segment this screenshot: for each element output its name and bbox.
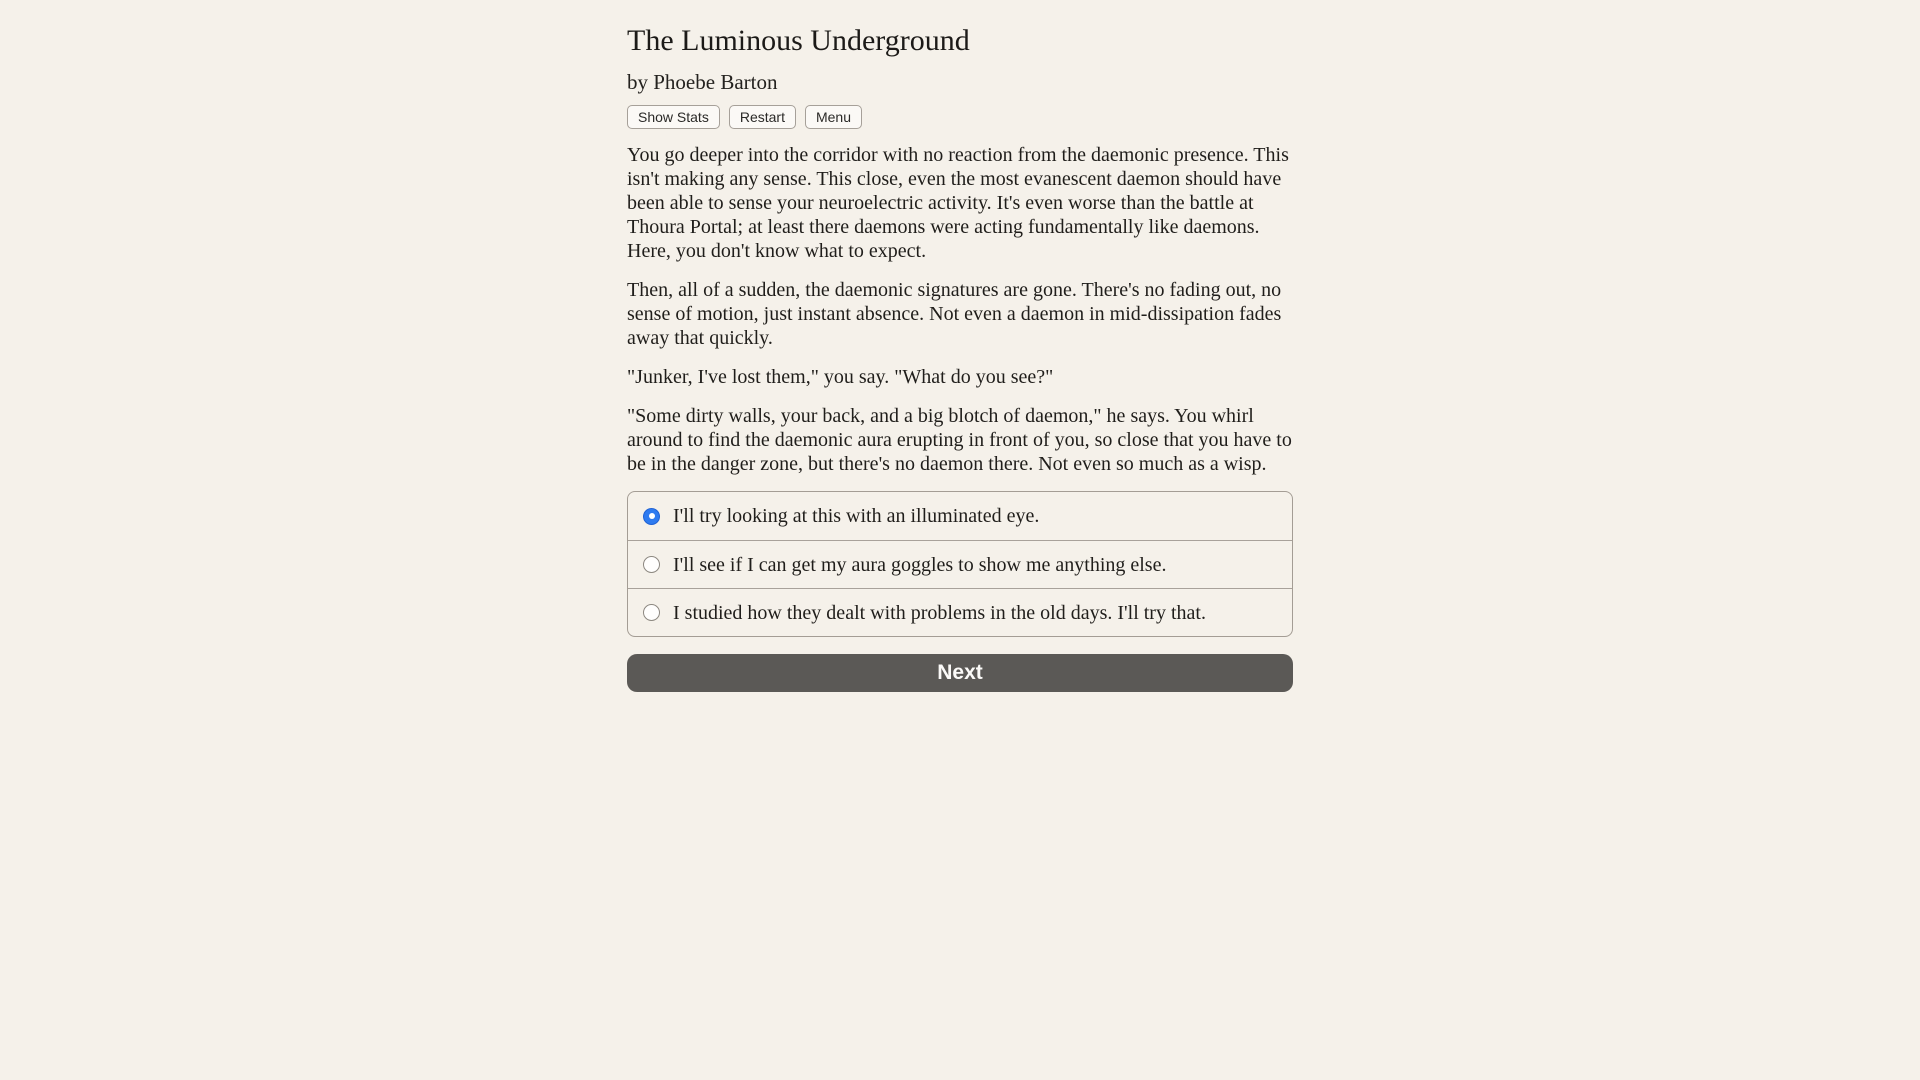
story-paragraph: Then, all of a sudden, the daemonic signatures are gone. There's no fading out, no sense of motion, just instant absence. Not even a daemon in mid-dissipation fades away that quickly. — [627, 279, 1282, 349]
choice-option-3[interactable] — [628, 588, 1292, 636]
content-column — [627, 0, 1293, 692]
choice-group — [627, 491, 1293, 637]
show-stats-button[interactable]: Show Stats — [627, 105, 720, 129]
radio-icon[interactable] — [643, 556, 660, 573]
author-byline: by Phoebe Barton — [627, 70, 778, 94]
story-text — [627, 143, 1293, 476]
toolbar — [627, 105, 1293, 129]
next-button[interactable]: Next — [627, 654, 1293, 692]
story-paragraph: "Some dirty walls, your back, and a big blotch of daemon," he says. You whirl around to find the daemonic aura erupting in front of you, so close that you have to be in the danger zone, but there's no daemon there. Not even so much as a wisp. — [627, 405, 1292, 475]
story-paragraph: You go deeper into the corridor with no reaction from the daemonic presence. This isn't making any sense. This close, even the most evanescent daemon should have been able to sense your neuroelectric activity. It's even worse than the battle at Thoura Portal; at least there daemons were acting fundamentally like daemons. Here, you don't know what to expect. — [627, 144, 1289, 262]
story-paragraph: "Junker, I've lost them," you say. "What do you see?" — [627, 366, 1054, 388]
choice-option-label: I'll try looking at this with an illuminated eye. — [673, 505, 1040, 527]
radio-icon[interactable] — [643, 604, 660, 621]
choice-option-label: I'll see if I can get my aura goggles to show me anything else. — [673, 553, 1167, 576]
game-title: The Luminous Underground — [627, 24, 970, 57]
menu-button[interactable]: Menu — [805, 105, 862, 129]
choice-option-label: I studied how they dealt with problems in the old days. I'll try that. — [673, 601, 1206, 624]
radio-icon[interactable] — [643, 508, 660, 525]
choice-option-1[interactable] — [628, 492, 1292, 540]
restart-button[interactable]: Restart — [729, 105, 796, 129]
choice-option-2[interactable] — [628, 540, 1292, 588]
